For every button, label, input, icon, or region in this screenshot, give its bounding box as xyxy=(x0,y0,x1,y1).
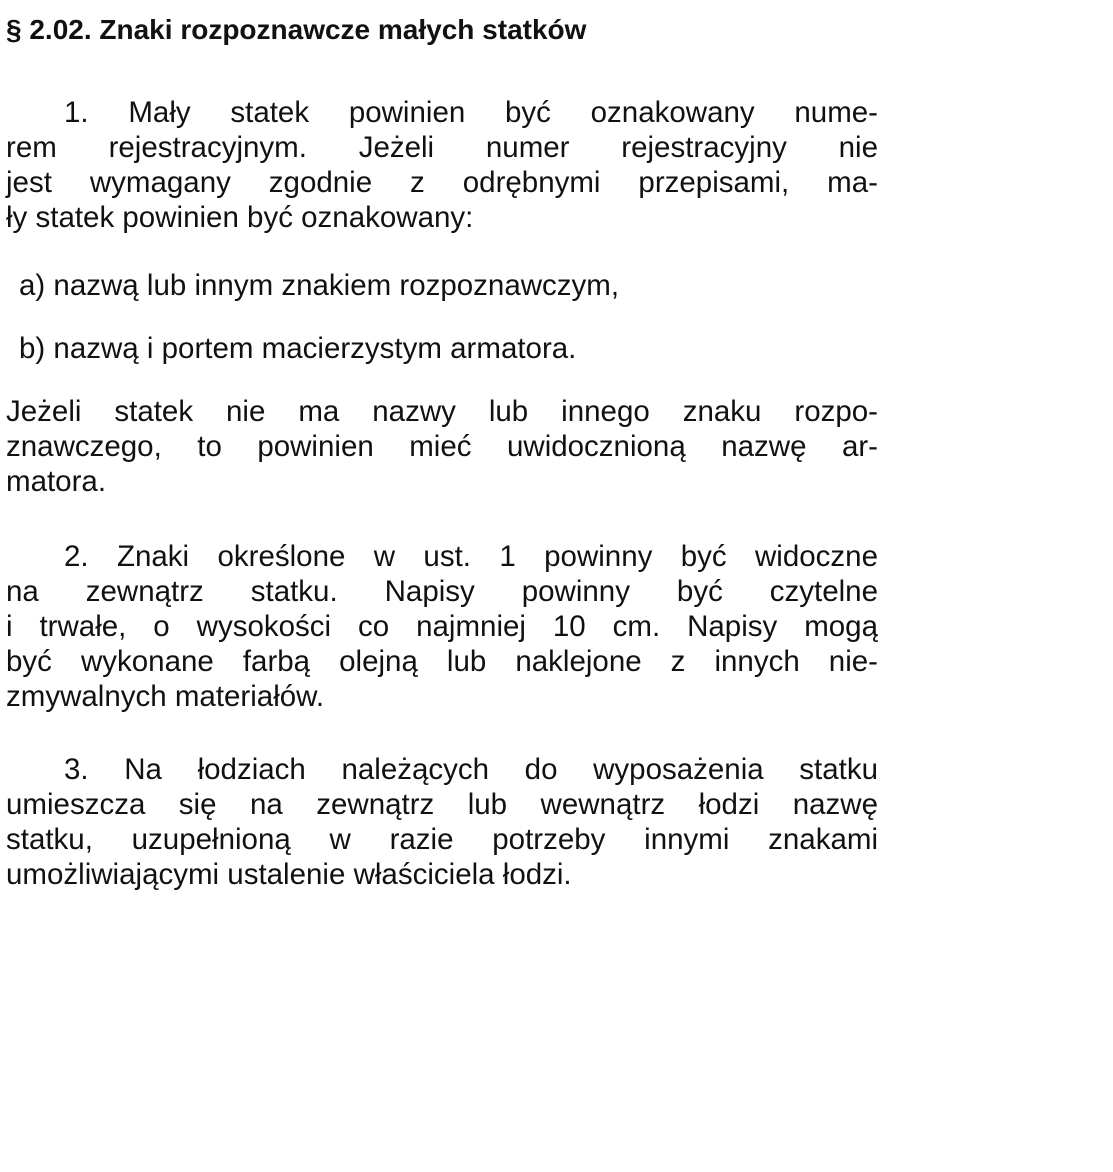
paragraph-line: 1. Mały statek powinien być oznakowany nume- xyxy=(64,96,878,129)
paragraph-line: 2. Znaki określone w ust. 1 powinny być widoczne xyxy=(64,540,878,573)
paragraph-2 xyxy=(6,539,878,714)
paragraph-1-continued xyxy=(6,394,878,499)
paragraph-line: Jeżeli statek nie ma nazwy lub innego znaku rozpo- xyxy=(6,395,878,428)
paragraph-line: rem rejestracyjnym. Jeżeli numer rejestracyjny nie xyxy=(6,131,878,164)
paragraph-line: statku, uzupełnioną w razie potrzeby innymi znakami xyxy=(6,823,878,856)
list-item-text: b) nazwą i portem macierzystym armatora. xyxy=(19,332,577,365)
paragraph-line: być wykonane farbą olejną lub naklejone z innych nie- xyxy=(6,645,878,678)
list-item-text: a) nazwą lub innym znakiem rozpoznawczym, xyxy=(19,269,620,302)
list-item-a xyxy=(6,268,878,303)
paragraph-1 xyxy=(6,95,878,235)
paragraph-line: i trwałe, o wysokości co najmniej 10 cm. Napisy mogą xyxy=(6,610,878,643)
paragraph-3 xyxy=(6,752,878,892)
list-item-b xyxy=(6,331,878,366)
document-page xyxy=(6,10,878,892)
paragraph-line: umożliwiającymi ustalenie właściciela łodzi. xyxy=(6,858,572,891)
paragraph-line: matora. xyxy=(6,465,107,498)
paragraph-line: zmywalnych materiałów. xyxy=(6,680,325,713)
paragraph-line: znawczego, to powinien mieć uwidocznioną nazwę ar- xyxy=(6,430,878,463)
paragraph-line: jest wymagany zgodnie z odrębnymi przepisami, ma- xyxy=(6,166,878,199)
paragraph-line: umieszcza się na zewnątrz lub wewnątrz łodzi nazwę xyxy=(6,788,878,821)
paragraph-line: 3. Na łodziach należących do wyposażenia statku xyxy=(64,753,878,786)
paragraph-line: ły statek powinien być oznakowany: xyxy=(6,201,474,234)
paragraph-line: na zewnątrz statku. Napisy powinny być czytelne xyxy=(6,575,878,608)
section-title: § 2.02. Znaki rozpoznawcze małych statków xyxy=(6,14,587,45)
